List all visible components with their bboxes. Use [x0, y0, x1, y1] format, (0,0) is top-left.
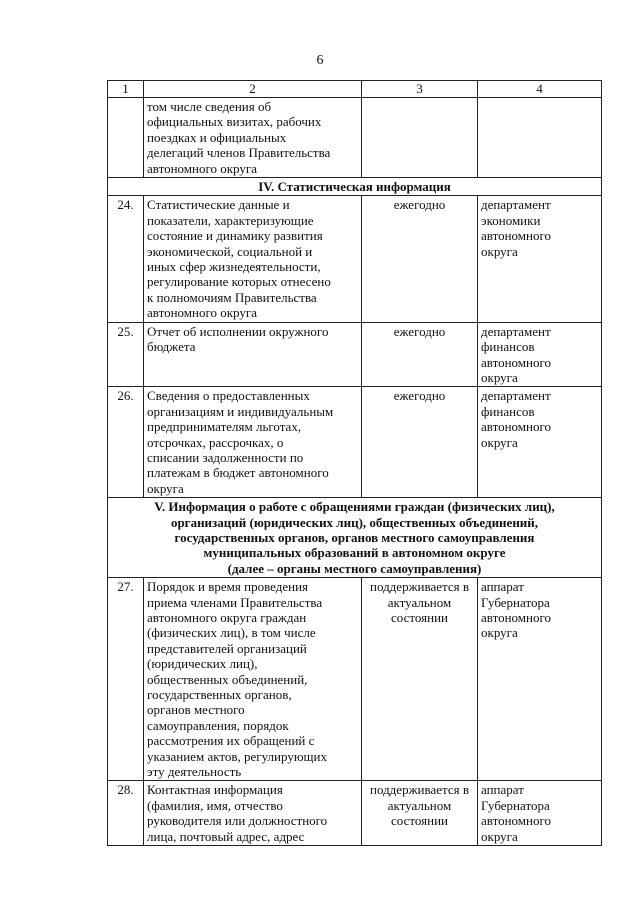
- table-header-row: [108, 81, 602, 98]
- header-cell-4: 4: [478, 81, 602, 98]
- page-number: 6: [316, 53, 324, 68]
- row-content: Контактная информация (фамилия, имя, отчество руководителя или должностного лица, почтовый адрес, адрес: [144, 781, 362, 846]
- row-number: 26.: [108, 387, 144, 498]
- section-heading-row: [108, 178, 602, 196]
- row-period: ежегодно: [362, 322, 478, 387]
- row-period: поддерживается в актуальном состоянии: [362, 781, 478, 846]
- row-number: 27.: [108, 578, 144, 781]
- row-period: ежегодно: [362, 196, 478, 322]
- row-number: [108, 98, 144, 178]
- row-responsible: департамент финансов автономного округа: [478, 387, 602, 498]
- row-responsible: департамент финансов автономного округа: [478, 322, 602, 387]
- row-responsible: аппарат Губернатора автономного округа: [478, 781, 602, 846]
- row-content: Отчет об исполнении окружного бюджета: [144, 322, 362, 387]
- header-cell-3: 3: [362, 81, 478, 98]
- table-row: [108, 322, 602, 387]
- section-heading-row: [108, 498, 602, 578]
- row-number: 24.: [108, 196, 144, 322]
- row-responsible: [478, 98, 602, 178]
- row-number: 28.: [108, 781, 144, 846]
- row-period: поддерживается в актуальном состоянии: [362, 578, 478, 781]
- row-period: ежегодно: [362, 387, 478, 498]
- row-content: Статистические данные и показатели, характеризующие состояние и динамику развития экономической, социальной и иных сфер жизнедеятельности, регулирование которых отнесено к полномочиям Правительства автономного округа: [144, 196, 362, 322]
- row-content: том числе сведения об официальных визитах, рабочих поездках и официальных делегаций членов Правительства автономного округа: [144, 98, 362, 178]
- row-content: Порядок и время проведения приема членами Правительства автономного округа граждан (физических лиц), в том числе представителей организаций (юридических лиц), общественных объединений, государственных органов, органов местного самоуправления, порядок рассмотрения их обращений с указанием актов, регулирующих эту деятельность: [144, 578, 362, 781]
- table-row: [108, 578, 602, 781]
- table-row: [108, 387, 602, 498]
- row-period: [362, 98, 478, 178]
- section-title: IV. Статистическая информация: [108, 178, 602, 196]
- section-title: V. Информация о работе с обращениями граждан (физических лиц), организаций (юридических лиц), общественных объединений, государственных органов, органов местного самоуправления муниципальных образований в автономном округе (далее – органы местного самоуправления): [108, 498, 602, 578]
- table-row: [108, 98, 602, 178]
- table-row: [108, 196, 602, 322]
- table-row: [108, 781, 602, 846]
- row-responsible: департамент экономики автономного округа: [478, 196, 602, 322]
- header-cell-2: 2: [144, 81, 362, 98]
- information-table: [107, 80, 602, 846]
- row-number: 25.: [108, 322, 144, 387]
- row-content: Сведения о предоставленных организациям и индивидуальным предпринимателям льготах, отсрочках, рассрочках, о списании задолженности по платежам в бюджет автономного округа: [144, 387, 362, 498]
- header-cell-1: 1: [108, 81, 144, 98]
- row-responsible: аппарат Губернатора автономного округа: [478, 578, 602, 781]
